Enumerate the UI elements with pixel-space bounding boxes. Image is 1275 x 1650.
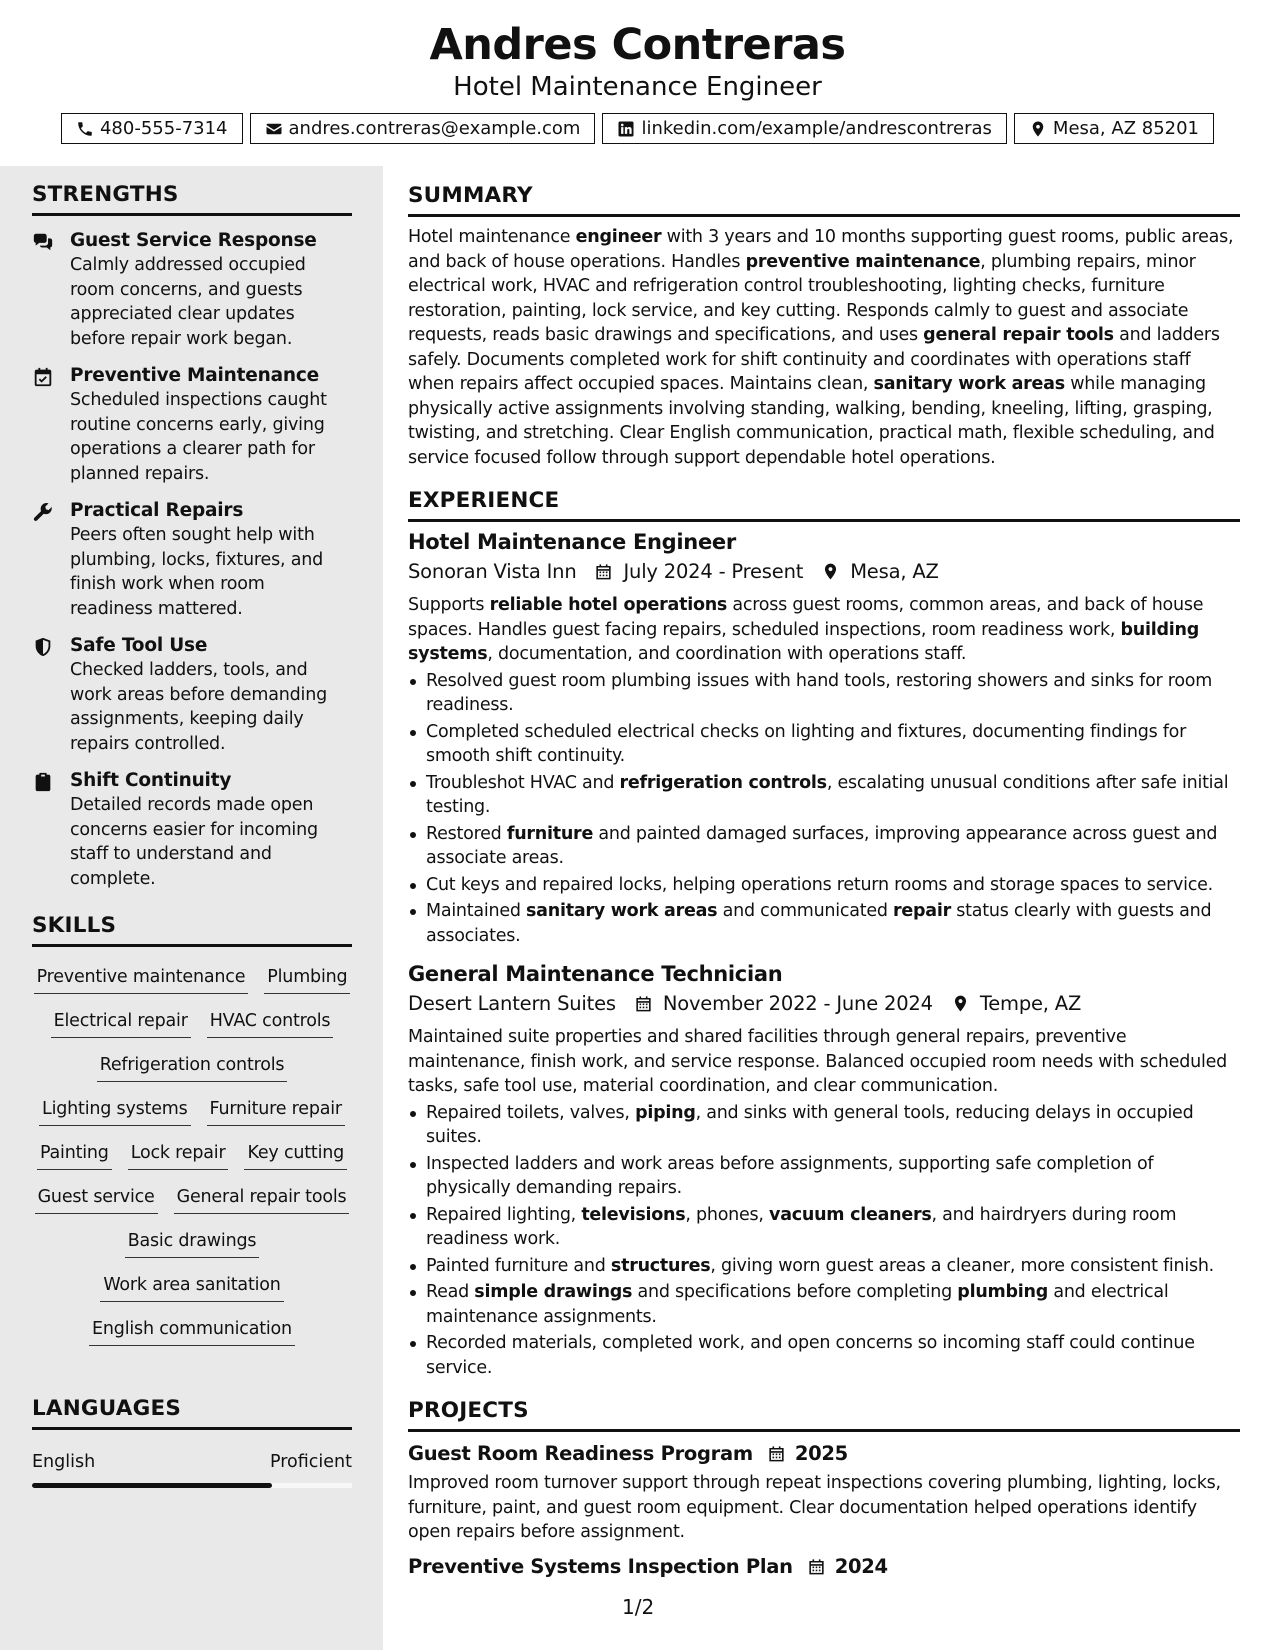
calendar-check-icon — [32, 366, 54, 388]
strength-desc: Calmly addressed occupied room concerns, and guests appreciated clear updates before repair work began. — [70, 255, 306, 349]
sidebar — [0, 166, 383, 1650]
experience-heading: EXPERIENCE — [408, 488, 1240, 522]
project-description: Improved room turnover support through repeat inspections covering plumbing, lighting, locks, furniture, paint, and guest room equipment. Clear documentation helped operations identify open repairs before assignment. — [408, 1473, 1221, 1542]
job-description: Supports reliable hotel operations across guest rooms, common areas, and back of house spaces. Handles guest facing repairs, scheduled inspections, room readiness work, building systems, documentation, and coordination with operations staff. — [408, 595, 1204, 664]
wrench-icon — [32, 501, 54, 523]
list-item: Repaired toilets, valves, piping, and sinks with general tools, reducing delays in occupied suites. — [408, 1101, 1240, 1150]
strength-title: Safe Tool Use — [70, 635, 208, 656]
map-pin-icon — [1029, 120, 1047, 138]
project-header — [408, 1555, 1240, 1578]
skill-tag: English communication — [89, 1317, 295, 1346]
contact-linkedin[interactable] — [602, 113, 1006, 144]
list-item: Restored furniture and painted damaged surfaces, improving appearance across guest and associate areas. — [408, 822, 1240, 871]
project-year: 2024 — [834, 1554, 888, 1578]
page-number: 1/2 — [622, 1595, 655, 1619]
list-item: Inspected ladders and work areas before assignments, supporting safe completion of physically demanding repairs. — [408, 1152, 1240, 1201]
list-item: Resolved guest room plumbing issues with hand tools, restoring showers and sinks for room readiness. — [408, 669, 1240, 718]
list-item: Painted furniture and structures, giving worn guest areas a cleaner, more consistent finish. — [408, 1254, 1240, 1279]
strength-item — [32, 364, 352, 486]
clipboard-icon — [32, 771, 54, 793]
job-company: Desert Lantern Suites — [408, 992, 616, 1015]
main-content — [408, 183, 1240, 1578]
language-row — [32, 1452, 352, 1472]
skill-tag: Guest service — [35, 1185, 158, 1214]
list-item: Repaired lighting, televisions, phones, vacuum cleaners, and hairdryers during room readiness work. — [408, 1203, 1240, 1252]
contact-location[interactable] — [1014, 113, 1214, 144]
project-header — [408, 1442, 1240, 1465]
strength-desc: Peers often sought help with plumbing, locks, fixtures, and finish work when room readiness mattered. — [70, 525, 324, 619]
project-year: 2025 — [794, 1442, 848, 1465]
list-item: Completed scheduled electrical checks on lighting and fixtures, documenting findings for smooth shift continuity. — [408, 720, 1240, 769]
skill-tag: Work area sanitation — [100, 1273, 283, 1302]
candidate-title: Hotel Maintenance Engineer — [453, 72, 822, 102]
list-item: Read simple drawings and specifications before completing plumbing and electrical maintenance assignments. — [408, 1280, 1240, 1329]
list-item: Recorded materials, completed work, and open concerns so incoming staff could continue service. — [408, 1331, 1240, 1380]
contact-bar — [0, 113, 1275, 144]
project-title: Guest Room Readiness Program — [408, 1442, 753, 1465]
project-entry — [408, 1442, 1240, 1545]
job-dates: November 2022 - June 2024 — [662, 992, 933, 1015]
language-level: Proficient — [270, 1452, 352, 1472]
contact-phone-text: 480-555-7314 — [99, 118, 228, 139]
contact-location-text: Mesa, AZ 85201 — [1052, 118, 1200, 139]
strength-desc: Checked ladders, tools, and work areas before demanding assignments, keeping daily repairs controlled. — [70, 660, 328, 754]
skill-tag: Plumbing — [264, 965, 350, 994]
skill-tag: Basic drawings — [125, 1229, 260, 1258]
envelope-icon — [265, 120, 283, 138]
strengths-heading: STRENGTHS — [32, 182, 352, 216]
job-meta — [408, 992, 1240, 1015]
job-dates: July 2024 - Present — [623, 560, 804, 583]
list-item: Maintained sanitary work areas and communicated repair status clearly with guests and associates. — [408, 899, 1240, 948]
job-entry — [408, 530, 1240, 948]
projects-heading: PROJECTS — [408, 1398, 1240, 1432]
resume-header — [0, 0, 1275, 166]
language-proficiency-fill — [32, 1483, 272, 1488]
job-meta — [408, 560, 1240, 583]
skills-list — [32, 947, 352, 1346]
candidate-name: Andres Contreras — [429, 20, 846, 70]
skill-tag: General repair tools — [174, 1185, 350, 1214]
strength-desc: Detailed records made open concerns easier for incoming staff to understand and complete. — [70, 795, 318, 889]
strength-title: Preventive Maintenance — [70, 365, 319, 386]
summary-heading: SUMMARY — [408, 183, 1240, 217]
contact-linkedin-text: linkedin.com/example/andrescontreras — [641, 118, 992, 139]
strength-item — [32, 634, 352, 756]
job-bullets — [408, 1101, 1240, 1381]
contact-email-text: andres.contreras@example.com — [288, 118, 581, 139]
job-location: Mesa, AZ — [850, 560, 939, 583]
job-entry — [408, 962, 1240, 1380]
project-entry — [408, 1555, 1240, 1578]
map-pin-icon — [933, 994, 980, 1013]
project-title: Preventive Systems Inspection Plan — [408, 1554, 793, 1578]
calendar-icon — [616, 994, 663, 1013]
job-description: Maintained suite properties and shared facilities through general repairs, preventive maintenance, finish work, and service response. Balanced occupied room needs with scheduled tasks, safe tool use, material coordination, and clear communication. — [408, 1027, 1227, 1096]
skills-heading: SKILLS — [32, 913, 352, 947]
calendar-icon — [753, 1444, 795, 1463]
job-company: Sonoran Vista Inn — [408, 560, 577, 583]
strength-title: Practical Repairs — [70, 500, 244, 521]
skill-tag: Furniture repair — [207, 1097, 345, 1126]
job-location: Tempe, AZ — [979, 992, 1082, 1015]
skill-tag: Preventive maintenance — [34, 965, 249, 994]
job-title: General Maintenance Technician — [408, 962, 783, 986]
languages-heading: LANGUAGES — [32, 1396, 352, 1430]
skill-tag: Electrical repair — [51, 1009, 191, 1038]
calendar-icon — [793, 1557, 835, 1576]
skill-tag: HVAC controls — [207, 1009, 334, 1038]
summary-text: Hotel maintenance engineer with 3 years and 10 months supporting guest rooms, public areas, and back of house operations. Handles preventive maintenance, plumbing repairs, minor electrical work, HVAC and refrigeration control troubleshooting, lighting checks, furniture restoration, painting, lock service, and key cutting. Responds calmly to guest and associate requests, reads basic drawings and specifications, and uses general repair tools and ladders safely. Documents completed work for shift continuity and coordinates with operations staff when repairs affect occupied spaces. Maintains clean, sanitary work areas while managing physically active assignments involving standing, walking, bending, kneeling, lifting, grasping, twisting, and stretching. Clear English communication, practical math, flexible scheduling, and service focused follow through support dependable hotel operations. — [408, 227, 1234, 468]
list-item: Cut keys and repaired locks, helping operations return rooms and storage spaces to service. — [408, 873, 1240, 898]
skill-tag: Lock repair — [128, 1141, 229, 1170]
strength-desc: Scheduled inspections caught routine concerns early, giving operations a clearer path for planned repairs. — [70, 390, 327, 484]
map-pin-icon — [803, 562, 850, 581]
strength-item — [32, 499, 352, 621]
strength-item — [32, 769, 352, 891]
contact-phone[interactable] — [61, 113, 243, 144]
skill-tag: Refrigeration controls — [97, 1053, 288, 1082]
phone-icon — [76, 120, 94, 138]
skill-tag: Painting — [37, 1141, 112, 1170]
strength-item — [32, 229, 352, 351]
job-bullets — [408, 669, 1240, 949]
language-name: English — [32, 1452, 96, 1472]
comments-icon — [32, 231, 54, 253]
skill-tag: Key cutting — [244, 1141, 347, 1170]
calendar-icon — [576, 562, 623, 581]
shield-icon — [32, 636, 54, 658]
list-item: Troubleshot HVAC and refrigeration controls, escalating unusual conditions after safe initial testing. — [408, 771, 1240, 820]
skill-tag: Lighting systems — [39, 1097, 190, 1126]
strength-title: Shift Continuity — [70, 770, 232, 791]
job-title: Hotel Maintenance Engineer — [408, 530, 736, 554]
linkedin-icon — [617, 120, 635, 138]
strength-title: Guest Service Response — [70, 230, 317, 251]
contact-email[interactable] — [250, 113, 596, 144]
language-proficiency-bar — [32, 1483, 352, 1488]
